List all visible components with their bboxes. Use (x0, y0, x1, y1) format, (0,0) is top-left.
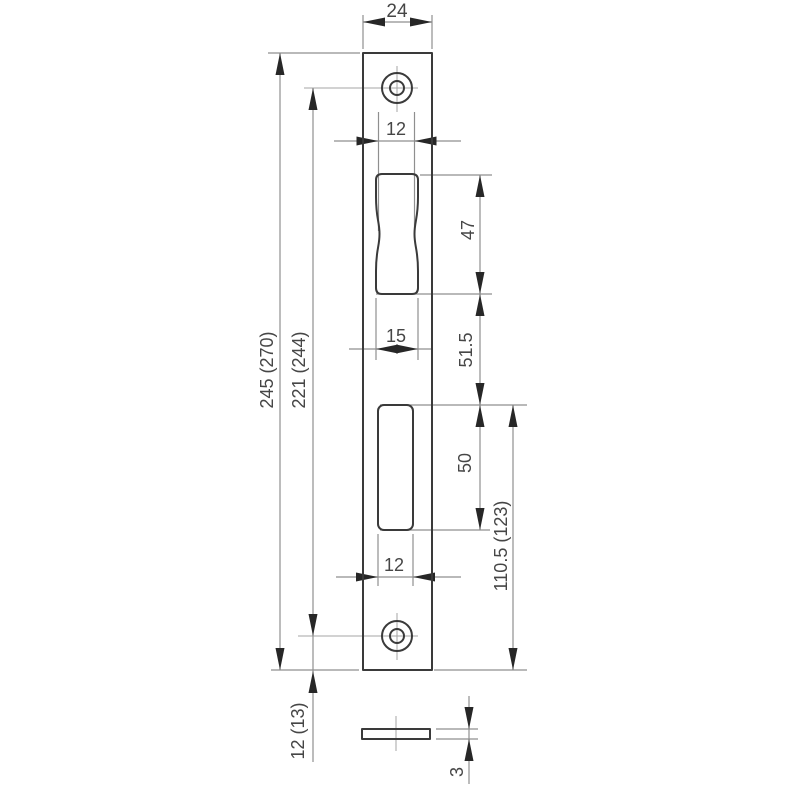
arrow (465, 707, 474, 729)
arrow (476, 294, 485, 316)
plate-length-label: 245 (270) (257, 331, 277, 409)
arrow (476, 383, 485, 405)
arrow (309, 614, 318, 636)
arrow (410, 18, 432, 27)
bolt-height-label: 50 (455, 452, 475, 474)
arrow (357, 137, 379, 146)
arrow (476, 405, 485, 427)
arrow (276, 53, 285, 75)
arrow (476, 175, 485, 197)
arrow (415, 137, 437, 146)
bolt-to-plate-bottom-label: 110.5 (123) (491, 500, 511, 592)
arrow (476, 272, 485, 294)
latch-max-width-label: 15 (385, 326, 407, 346)
arrow (509, 405, 518, 427)
arrow (309, 88, 318, 110)
bolt-width-label: 12 (383, 555, 405, 575)
latch-to-bolt-spacing-label: 51.5 (456, 332, 476, 368)
arrow (363, 18, 385, 27)
latch-cutout (376, 174, 418, 294)
arrow (309, 671, 318, 693)
latch-height-label: 47 (458, 219, 478, 241)
bolt-cutout (378, 405, 413, 530)
plate-width-label: 24 (386, 1, 408, 22)
screw-spacing-label: 221 (244) (289, 331, 309, 409)
arrow (356, 573, 378, 582)
arrow (276, 648, 285, 670)
arrow (509, 648, 518, 670)
dimension-labels (257, 1, 511, 777)
centerlines (298, 66, 418, 751)
latch-waist-width-label: 12 (385, 119, 407, 139)
arrow (476, 508, 485, 530)
arrow (465, 739, 474, 761)
plate-thickness-label: 3 (447, 766, 467, 778)
screw-to-edge-label: 12 (13) (288, 702, 308, 760)
